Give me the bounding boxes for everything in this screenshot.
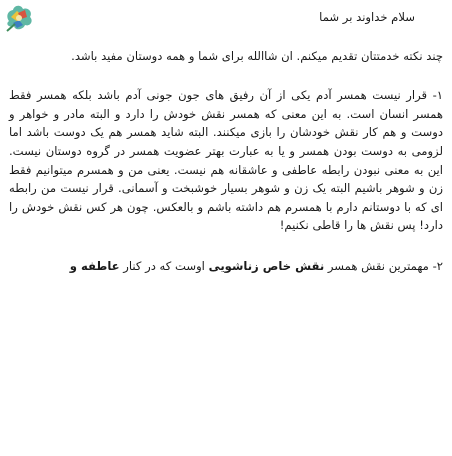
point-one-paragraph: ۱- قرار نیست همسر آدم یکی از آن رفیق های جون جونی آدم باشد بلکه همسر فقط همسر انسان است. به این معنی که همسر نقش خودش را دارد و البته مادر و خواهر و دوست و هم کار نقش خودشان را بازی میکنند. البته شاید همسر هم یک دوست باشد اما لزومی به دوست بودن همسر و یا به عبارت بهتر عضویت همسر در گروه دوستان نیست. این به معنی نبودن رابطه عاطفی و عاشقانه هم نیست. یعنی من و همسرم میتوانیم فقط زن و شوهر باشیم البته یک زن و شوهر بسیار خوشبخت و آسمانی. قرار نیست من رابطه ای که با دوستانم دارم با همسرم هم داشته باشم و بالعکس. چون هر کس نقش خودش را دارد! پس نقش ها را قاطی نکنیم! — [9, 88, 443, 233]
point-two-bold-phrase: نقش خاص زناشویی — [208, 258, 325, 273]
point-two-paragraph — [9, 257, 443, 276]
greeting-line: سلام خداوند بر شما — [319, 10, 415, 24]
point-two-prefix: ۲- مهمترین نقش همسر — [324, 258, 443, 273]
intro-paragraph: چند نکته خدمتتان تقدیم میکنم. ان شاالله برای شما و همه دوستان مفید باشد. — [71, 48, 443, 63]
point-two-middle: اوست که در کنار — [119, 258, 209, 273]
point-two-bold-ending: عاطفه و — [69, 258, 120, 273]
